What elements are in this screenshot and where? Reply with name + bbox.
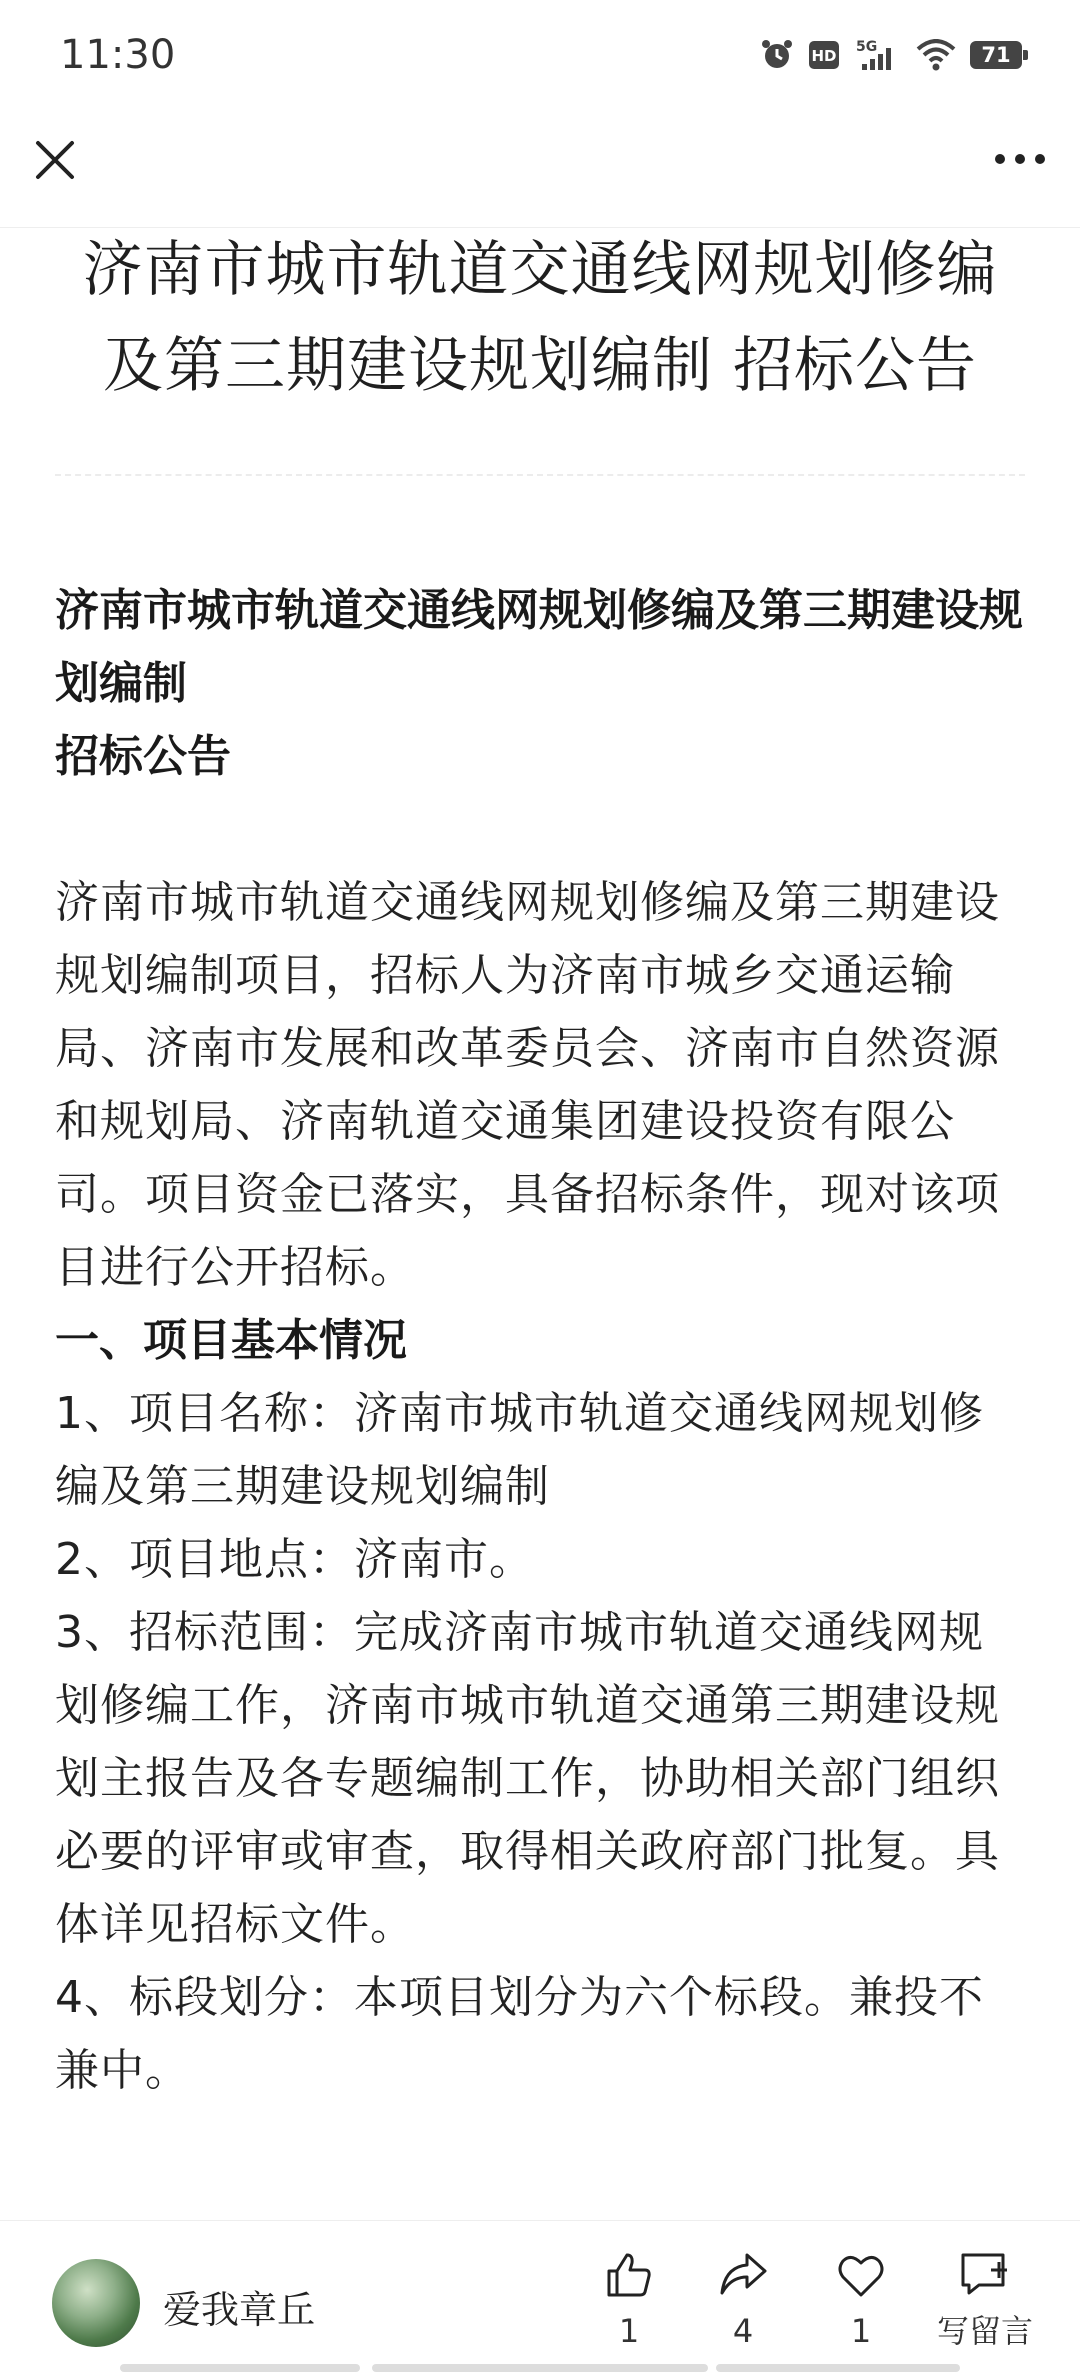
status-bar (0, 0, 1080, 115)
svg-text:HD: HD (811, 47, 837, 65)
battery-icon (970, 41, 1022, 69)
article (55, 222, 1025, 2107)
author-name[interactable]: 爱我章丘 (163, 2288, 316, 2332)
item-bid-scope: 3、招标范围：完成济南市城市轨道交通线网规划修编工作，济南市城市轨道交通第三期建设规划主报告及各专题编制工作，协助相关部门组织必要的评审或审查，取得相关政府部门批复。具体详见招标文件。 (55, 1607, 1000, 1950)
share-icon (717, 2249, 769, 2301)
share-button[interactable] (688, 2249, 798, 2349)
close-icon (30, 135, 80, 185)
write-comment-label: 写留言 (936, 2312, 1033, 2350)
bottom-action-bar (0, 2220, 1080, 2377)
status-time: 11:30 (60, 32, 176, 78)
home-indicator (716, 2364, 960, 2372)
more-options-button[interactable] (990, 139, 1050, 179)
content-heading-notice: 招标公告 (55, 731, 231, 782)
favorite-button[interactable] (806, 2249, 916, 2349)
item-project-location: 2、项目地点：济南市。 (55, 1534, 534, 1585)
intro-paragraph: 济南市城市轨道交通线网规划修编及第三期建设规划编制项目，招标人为济南市城乡交通运输局、济南市发展和改革委员会、济南市自然资源和规划局、济南轨道交通集团建设投资有限公司。项目资金已落实，具备招标条件，现对该项目进行公开招标。 (55, 877, 1000, 1293)
hd-icon (808, 40, 840, 70)
favorite-count: 1 (850, 2312, 872, 2350)
home-indicator (372, 2364, 708, 2372)
heart-icon (835, 2249, 887, 2301)
author-avatar[interactable] (52, 2259, 140, 2347)
article-content (55, 574, 1025, 2107)
more-icon (990, 139, 1050, 179)
alarm-icon (760, 38, 794, 72)
article-title: 济南市城市轨道交通线网规划修编及第三期建设规划编制 招标公告 (82, 235, 998, 401)
share-count: 4 (732, 2312, 754, 2350)
signal-5g-icon (854, 38, 902, 72)
status-icons (760, 38, 1022, 72)
like-count: 1 (618, 2312, 640, 2350)
write-comment-button[interactable] (922, 2249, 1048, 2349)
title-divider (55, 474, 1025, 476)
top-bar (0, 115, 1080, 228)
close-button[interactable] (30, 135, 80, 185)
content-heading: 济南市城市轨道交通线网规划修编及第三期建设规划编制 (55, 585, 1023, 709)
wifi-icon (916, 39, 956, 71)
like-button[interactable] (574, 2249, 684, 2349)
item-lot-division: 4、标段划分：本项目划分为六个标段。兼投不兼中。 (55, 1972, 984, 2096)
thumbs-up-icon (603, 2249, 655, 2301)
section-title: 一、项目基本情况 (55, 1315, 407, 1366)
item-project-name: 1、项目名称：济南市城市轨道交通线网规划修编及第三期建设规划编制 (55, 1388, 984, 1512)
home-indicator (120, 2364, 360, 2372)
comment-add-icon (957, 2249, 1013, 2301)
svg-text:5G: 5G (856, 39, 878, 55)
battery-level: 71 (981, 43, 1011, 67)
